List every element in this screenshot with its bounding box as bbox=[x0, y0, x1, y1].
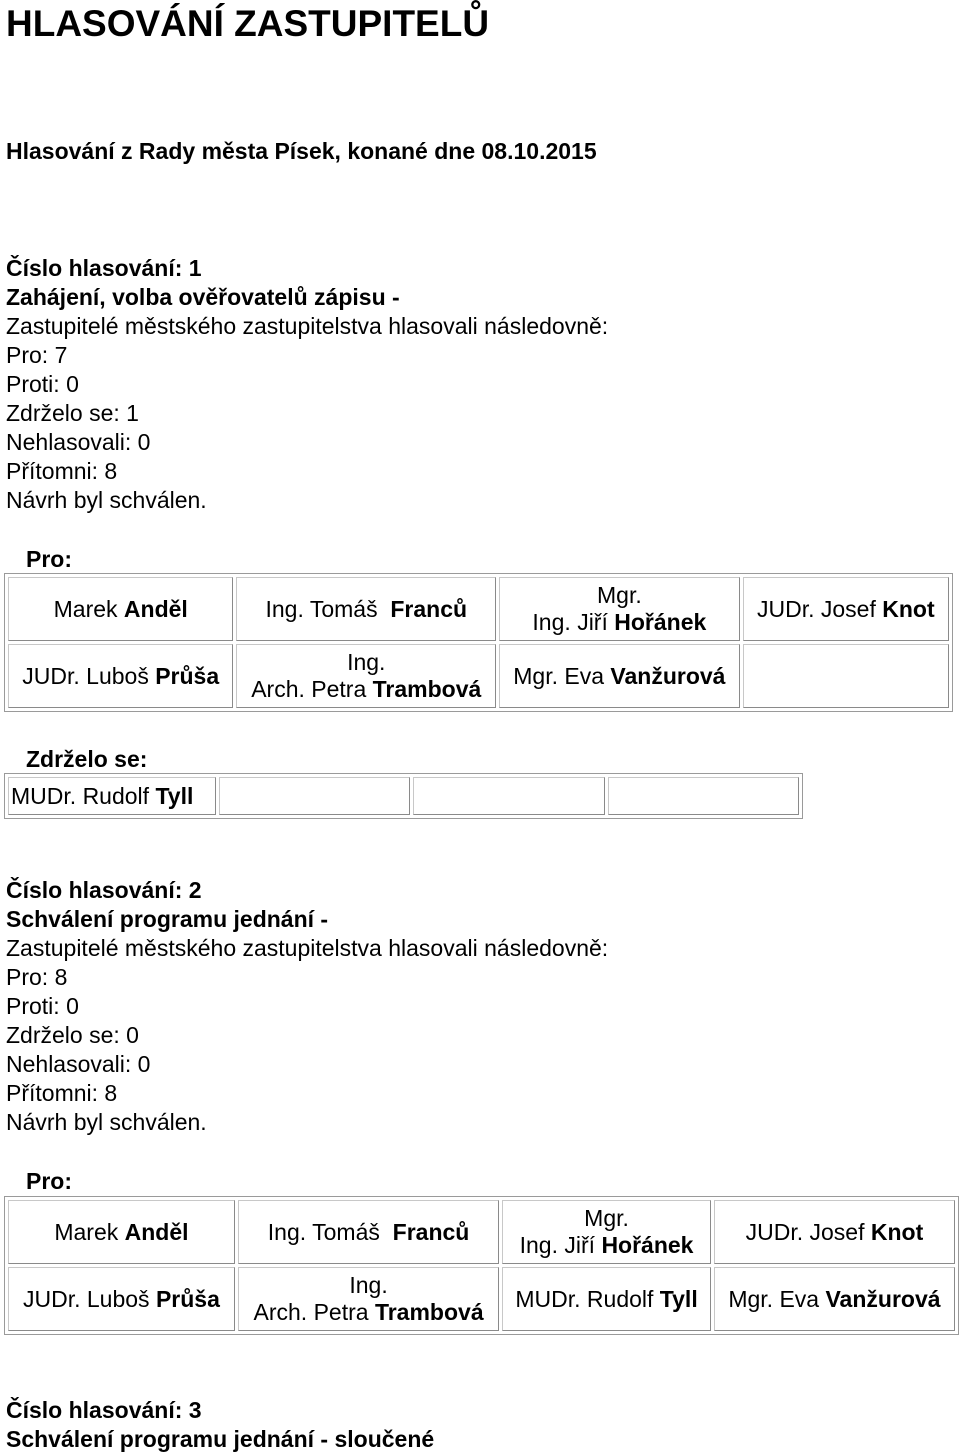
member-first-name: Petra bbox=[313, 1299, 369, 1325]
member-title: MUDr. bbox=[515, 1285, 581, 1312]
member-last-name: Průša bbox=[155, 662, 220, 689]
member-cell bbox=[499, 577, 740, 641]
vote-number: Číslo hlasování: 3 bbox=[6, 1397, 202, 1423]
member-first-name: Eva bbox=[779, 1285, 820, 1312]
vote-number: Číslo hlasování: 1 bbox=[6, 255, 202, 281]
vote-result: Návrh byl schválen. bbox=[6, 487, 207, 513]
pro-members-table bbox=[4, 573, 953, 712]
count-proti: Proti: 0 bbox=[6, 371, 79, 397]
member-cell bbox=[499, 644, 740, 708]
member-title: MUDr. bbox=[11, 782, 77, 809]
member-first-name: Tomáš bbox=[312, 1218, 380, 1245]
empty-cell bbox=[413, 777, 604, 815]
member-title: JUDr. bbox=[745, 1218, 804, 1245]
member-title: JUDr. bbox=[22, 662, 80, 689]
member-last-name: Hořánek bbox=[614, 609, 707, 635]
member-last-name: Franců bbox=[392, 1218, 470, 1245]
count-pritomni: Přítomni: 8 bbox=[6, 458, 118, 484]
member-cell bbox=[714, 1267, 955, 1331]
member-title: JUDr. bbox=[757, 595, 815, 622]
member-last-name: Průša bbox=[155, 1285, 220, 1312]
count-pro: Pro: 8 bbox=[6, 964, 68, 990]
member-last-name: Vanžurová bbox=[825, 1285, 941, 1312]
empty-cell bbox=[219, 777, 410, 815]
vote-topic: Schválení programu jednání - sloučené bbox=[6, 1426, 435, 1452]
count-nehlasovali: Nehlasovali: 0 bbox=[6, 429, 151, 455]
member-cell bbox=[8, 644, 233, 708]
member-last-name: Franců bbox=[390, 595, 468, 622]
member-last-name: Vanžurová bbox=[610, 662, 726, 689]
member-last-name: Tyll bbox=[155, 782, 194, 809]
member-cell bbox=[714, 1200, 955, 1264]
member-last-name: Trambová bbox=[372, 676, 482, 702]
member-title: Ing. bbox=[347, 649, 386, 675]
member-last-name: Anděl bbox=[123, 595, 188, 622]
member-cell bbox=[8, 577, 233, 641]
member-first-name: Jiří bbox=[564, 1232, 596, 1258]
pro-members-table bbox=[4, 1196, 959, 1335]
member-title: Ing. bbox=[267, 1218, 307, 1245]
member-title: Arch. bbox=[251, 676, 305, 702]
pro-label: Pro: bbox=[26, 546, 72, 572]
member-first-name: Jiří bbox=[577, 609, 608, 635]
member-last-name: Hořánek bbox=[601, 1232, 694, 1258]
member-first-name: Tomáš bbox=[309, 595, 378, 622]
count-nehlasovali: Nehlasovali: 0 bbox=[6, 1051, 151, 1077]
member-title: Mgr. bbox=[513, 662, 558, 689]
vote-1-summary bbox=[6, 254, 608, 515]
empty-cell bbox=[608, 777, 799, 815]
vote-result: Návrh byl schválen. bbox=[6, 1109, 207, 1135]
member-last-name: Tyll bbox=[659, 1285, 698, 1312]
member-cell bbox=[8, 777, 216, 815]
member-first-name: Rudolf bbox=[82, 782, 150, 809]
pro-label: Pro: bbox=[26, 1168, 72, 1194]
member-cell bbox=[8, 1200, 235, 1264]
member-first-name: Petra bbox=[311, 676, 367, 702]
member-first-name: Eva bbox=[564, 662, 605, 689]
vote-topic: Schválení programu jednání - bbox=[6, 906, 329, 932]
vote-intro: Zastupitelé městského zastupitelstva hlasovali následovně: bbox=[6, 313, 609, 339]
member-title: JUDr. bbox=[23, 1285, 81, 1312]
count-pritomni: Přítomni: 8 bbox=[6, 1080, 118, 1106]
member-cell bbox=[236, 644, 496, 708]
member-cell bbox=[238, 1267, 499, 1331]
vote-intro: Zastupitelé městského zastupitelstva hlasovali následovně: bbox=[6, 935, 609, 961]
member-cell bbox=[238, 1200, 499, 1264]
member-first-name: Marek bbox=[53, 595, 118, 622]
member-first-name: Rudolf bbox=[586, 1285, 654, 1312]
member-title: Arch. bbox=[253, 1299, 308, 1325]
vote-number: Číslo hlasování: 2 bbox=[6, 877, 202, 903]
vote-topic: Zahájení, volba ověřovatelů zápisu - bbox=[6, 284, 400, 310]
member-last-name: Knot bbox=[870, 1218, 924, 1245]
member-title: Ing. bbox=[265, 595, 304, 622]
count-zdrzelo: Zdrželo se: 0 bbox=[6, 1022, 139, 1048]
vote-3-summary bbox=[6, 1396, 434, 1454]
page-title: HLASOVÁNÍ ZASTUPITELŮ bbox=[6, 3, 490, 44]
count-zdrzelo: Zdrželo se: 1 bbox=[6, 400, 139, 426]
member-last-name: Trambová bbox=[374, 1299, 484, 1325]
member-first-name: Luboš bbox=[86, 1285, 150, 1312]
member-title: Ing. bbox=[519, 1232, 558, 1258]
count-pro: Pro: 7 bbox=[6, 342, 68, 368]
member-first-name: Josef bbox=[809, 1218, 865, 1245]
member-first-name: Josef bbox=[820, 595, 876, 622]
vote-2-summary bbox=[6, 876, 608, 1137]
count-proti: Proti: 0 bbox=[6, 993, 79, 1019]
member-cell bbox=[743, 577, 949, 641]
member-last-name: Knot bbox=[882, 595, 935, 622]
member-first-name: Luboš bbox=[86, 662, 149, 689]
member-title: Mgr. bbox=[597, 582, 642, 608]
empty-cell bbox=[743, 644, 949, 708]
member-cell bbox=[236, 577, 496, 641]
zdrzelo-label: Zdrželo se: bbox=[26, 746, 148, 772]
meeting-subtitle: Hlasování z Rady města Písek, konané dne 08.10.2015 bbox=[6, 138, 597, 164]
member-title: Mgr. bbox=[728, 1285, 774, 1312]
member-cell bbox=[502, 1267, 711, 1331]
member-cell bbox=[8, 1267, 235, 1331]
member-title: Mgr. bbox=[584, 1205, 629, 1231]
member-first-name: Marek bbox=[54, 1218, 119, 1245]
member-title: Ing. bbox=[532, 609, 571, 635]
member-title: Ing. bbox=[349, 1272, 388, 1298]
member-cell bbox=[502, 1200, 711, 1264]
member-last-name: Anděl bbox=[124, 1218, 189, 1245]
zdrzelo-members-table bbox=[4, 773, 803, 819]
